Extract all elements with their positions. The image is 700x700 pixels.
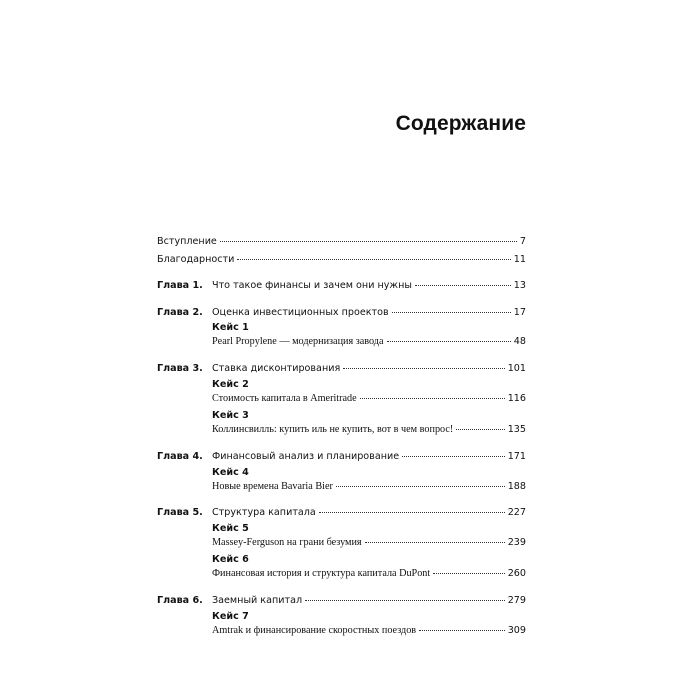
toc-page-number: 116 bbox=[507, 393, 526, 404]
dot-leader bbox=[433, 573, 504, 574]
toc-entry-acknowledgements[interactable] bbox=[157, 254, 526, 267]
toc-entry-chapter-6[interactable] bbox=[212, 595, 526, 608]
toc-page-number: 135 bbox=[507, 424, 526, 435]
toc-entry-chapter-1[interactable] bbox=[212, 280, 526, 293]
toc-entry-title: Структура капитала bbox=[212, 507, 316, 518]
toc-entry-title: Amtrak и финансирование скоростных поездов bbox=[212, 625, 417, 636]
toc-entry-chapter-4[interactable] bbox=[212, 451, 526, 464]
toc-entry-title: Что такое финансы и зачем они нужны bbox=[212, 280, 412, 291]
toc-entry-title: Финансовый анализ и планирование bbox=[212, 451, 400, 462]
toc-entry-title: Благодарности bbox=[157, 254, 235, 265]
toc-page-number: 13 bbox=[513, 280, 526, 291]
dot-leader bbox=[220, 241, 517, 242]
toc-page-number: 188 bbox=[507, 481, 526, 492]
toc-entry-title: Оценка инвестиционных проектов bbox=[212, 307, 389, 318]
toc-page-number: 279 bbox=[507, 595, 526, 606]
toc-entry-case-5[interactable] bbox=[212, 537, 526, 550]
chapter-label: Глава 6. bbox=[157, 595, 203, 606]
toc-entry-case-4[interactable] bbox=[212, 481, 526, 494]
dot-leader bbox=[305, 600, 505, 601]
toc-entry-title: Стоимость капитала в Ameritrade bbox=[212, 393, 357, 404]
toc-entry-title: Коллинсвилль: купить иль не купить, вот в чем вопрос! bbox=[212, 424, 454, 435]
toc-entry-title: Ставка дисконтирования bbox=[212, 363, 341, 374]
dot-leader bbox=[419, 630, 505, 631]
chapter-label: Глава 3. bbox=[157, 363, 203, 374]
case-label: Кейс 4 bbox=[212, 467, 249, 478]
toc-page-number: 101 bbox=[507, 363, 526, 374]
dot-leader bbox=[237, 259, 510, 260]
dot-leader bbox=[402, 456, 505, 457]
toc-entry-case-2[interactable] bbox=[212, 393, 526, 406]
toc-entry-chapter-2[interactable] bbox=[212, 307, 526, 320]
chapter-label: Глава 2. bbox=[157, 307, 203, 318]
case-label: Кейс 1 bbox=[212, 322, 249, 333]
dot-leader bbox=[392, 312, 511, 313]
toc-page-number: 17 bbox=[513, 307, 526, 318]
toc-page-number: 227 bbox=[507, 507, 526, 518]
toc-entry-title: Финансовая история и структура капитала DuPont bbox=[212, 568, 431, 579]
case-label: Кейс 5 bbox=[212, 523, 249, 534]
toc-entry-title: Pearl Propylene — модернизация завода bbox=[212, 336, 384, 347]
case-label: Кейс 7 bbox=[212, 611, 249, 622]
toc-entry-title: Заемный капитал bbox=[212, 595, 303, 606]
toc-page-number: 48 bbox=[513, 336, 526, 347]
dot-leader bbox=[415, 285, 511, 286]
chapter-label: Глава 1. bbox=[157, 280, 203, 291]
chapter-label: Глава 5. bbox=[157, 507, 203, 518]
dot-leader bbox=[336, 486, 505, 487]
toc-page-number: 171 bbox=[507, 451, 526, 462]
dot-leader bbox=[343, 368, 504, 369]
toc-page-number: 7 bbox=[519, 236, 526, 247]
toc-entry-title: Новые времена Bavaria Bier bbox=[212, 481, 333, 492]
toc-entry-case-1[interactable] bbox=[212, 336, 526, 349]
case-label: Кейс 6 bbox=[212, 554, 249, 565]
toc-page-number: 239 bbox=[507, 537, 526, 548]
page-title: Содержание bbox=[395, 112, 526, 135]
dot-leader bbox=[387, 341, 511, 342]
toc-entry-case-6[interactable] bbox=[212, 568, 526, 581]
case-label: Кейс 2 bbox=[212, 379, 249, 390]
toc-entry-title: Massey-Ferguson на грани безумия bbox=[212, 537, 362, 548]
toc-page-number: 11 bbox=[513, 254, 526, 265]
dot-leader bbox=[360, 398, 505, 399]
toc-entry-case-7[interactable] bbox=[212, 625, 526, 638]
toc-entry-chapter-3[interactable] bbox=[212, 363, 526, 376]
toc-page-number: 260 bbox=[507, 568, 526, 579]
dot-leader bbox=[319, 512, 505, 513]
toc-entry-introduction[interactable] bbox=[157, 236, 526, 249]
dot-leader bbox=[365, 542, 505, 543]
case-label: Кейс 3 bbox=[212, 410, 249, 421]
chapter-label: Глава 4. bbox=[157, 451, 203, 462]
toc-page-number: 309 bbox=[507, 625, 526, 636]
dot-leader bbox=[456, 429, 504, 430]
toc-entry-chapter-5[interactable] bbox=[212, 507, 526, 520]
toc-entry-title: Вступление bbox=[157, 236, 217, 247]
toc-entry-case-3[interactable] bbox=[212, 424, 526, 437]
